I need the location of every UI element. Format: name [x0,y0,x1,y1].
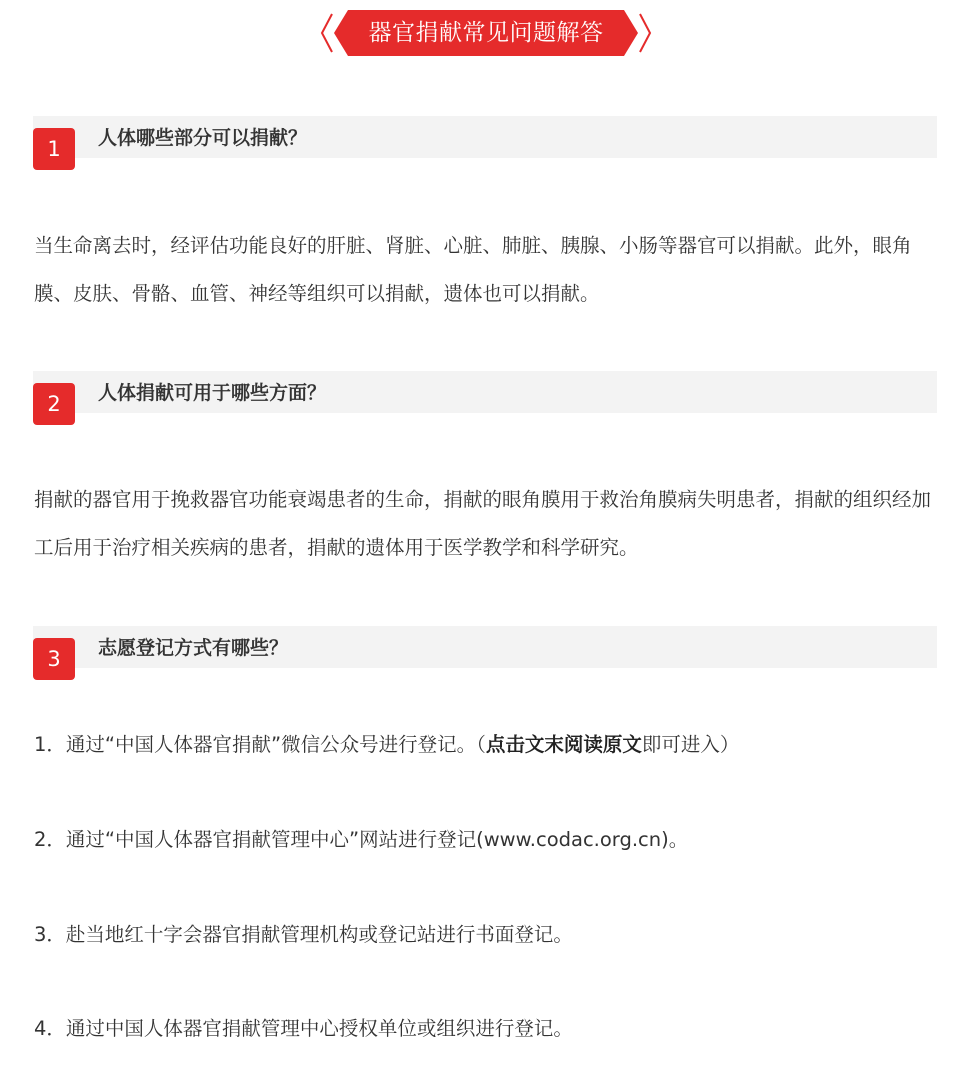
right-chevron-icon [640,14,650,52]
question-title: 志愿登记方式有哪些？ [98,637,289,659]
registration-method-text: 2．通过“中国人体器官捐献管理中心”网站进行登记(www.codac.org.cn)。 [34,828,689,851]
answer-paragraph-1: 当生命离去时，经评估功能良好的肝脏、肾脏、心脏、肺脏、胰腺、小肠等器官可以捐献。此外，眼角膜、皮肤、骨骼、血管、神经等组织可以捐献，遗体也可以捐献。 [34,234,912,305]
question-number-badge: 1 [33,128,75,170]
question-header-3 [33,626,937,680]
read-original-link-text: 点击文末阅读原文 [485,733,642,756]
registration-method-3 [34,920,940,950]
left-chevron-icon [322,14,332,52]
registration-method-text: 1．通过“中国人体器官捐献”微信公众号进行登记。（ [34,733,486,756]
question-number-badge: 3 [33,638,75,680]
registration-method-4 [34,1014,940,1044]
registration-method-1 [34,730,940,760]
answer-paragraph-2: 捐献的器官用于挽救器官功能衰竭患者的生命，捐献的眼角膜用于救治角膜病失明患者，捐献的组织经加工后用于治疗相关疾病的患者，捐献的遗体用于医学教学和科学研究。 [34,488,932,559]
registration-method-2 [34,825,940,855]
question-title: 人体哪些部分可以捐献？ [98,127,308,149]
page-title: 器官捐献常见问题解答 [368,20,604,46]
question-title: 人体捐献可用于哪些方面？ [98,382,327,404]
question-number-badge: 2 [33,383,75,425]
question-header-1 [33,116,937,170]
registration-method-text: 3．赴当地红十字会器官捐献管理机构或登记站进行书面登记。 [34,923,573,946]
registration-method-text: 即可进入） [641,733,740,756]
registration-method-text: 4．通过中国人体器官捐献管理中心授权单位或组织进行登记。 [34,1017,573,1040]
question-header-2 [33,371,937,425]
title-banner [318,10,654,56]
